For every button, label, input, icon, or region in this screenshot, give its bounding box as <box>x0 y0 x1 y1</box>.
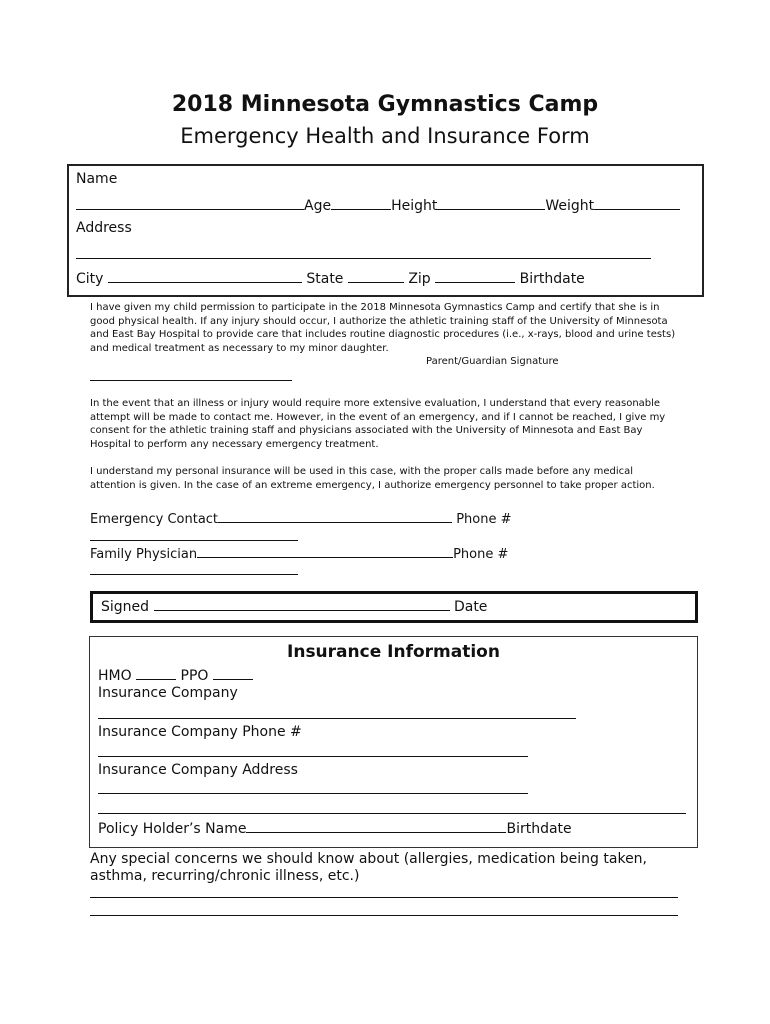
form-title: 2018 Minnesota Gymnastics Camp <box>171 92 599 117</box>
city-state-zip-row <box>76 269 585 287</box>
city-label: City <box>76 271 104 287</box>
signed-field[interactable] <box>154 597 450 611</box>
form-subtitle: Emergency Health and Insurance Form <box>180 124 590 148</box>
height-label: Height <box>391 198 438 214</box>
age-field[interactable] <box>331 196 391 210</box>
consent-paragraph-3: I understand my personal insurance will be used in this case, with the proper calls made before any medical attention is given. In the case of an extreme emergency, I authorize emergency personnel to take proper action. <box>90 466 655 491</box>
state-label: State <box>306 271 344 287</box>
insurance-address-field-2[interactable] <box>98 813 686 814</box>
policy-birthdate-label: Birthdate <box>506 821 572 837</box>
policy-holder-row <box>98 819 572 837</box>
address-label: Address <box>76 220 132 236</box>
emergency-contact-row <box>90 509 511 527</box>
plan-type-row <box>98 666 253 684</box>
emergency-contact-label: Emergency Contact <box>90 512 219 527</box>
physician-phone-label: Phone # <box>453 547 509 562</box>
name-field[interactable] <box>76 196 304 210</box>
physician-phone-field[interactable] <box>90 574 298 575</box>
ppo-label: PPO <box>180 668 209 684</box>
hmo-field[interactable] <box>136 666 176 680</box>
insurance-address-label: Insurance Company Address <box>98 762 298 778</box>
policy-holder-field[interactable] <box>246 819 506 833</box>
ppo-field[interactable] <box>213 666 253 680</box>
physician-row <box>90 544 508 562</box>
height-field[interactable] <box>437 196 545 210</box>
name-label: Name <box>76 171 118 187</box>
insurance-phone-label: Insurance Company Phone # <box>98 724 302 740</box>
insurance-title: Insurance Information <box>287 642 500 662</box>
emergency-phone-label: Phone # <box>456 512 512 527</box>
insurance-phone-field[interactable] <box>98 756 528 757</box>
special-concerns-label: Any special concerns we should know about (allergies, medication being taken, asthma, recurring/chronic illness, etc.) <box>90 851 648 884</box>
hmo-label: HMO <box>98 668 132 684</box>
insurance-company-label: Insurance Company <box>98 685 238 701</box>
zip-label: Zip <box>408 271 431 287</box>
city-field[interactable] <box>108 269 302 283</box>
weight-field[interactable] <box>594 196 680 210</box>
consent-paragraph-2: In the event that an illness or injury would require more extensive evaluation, I understand that every reasonable attempt will be made to contact me. However, in the event of an emergency, and if I cannot be reached, I give my consent for the athletic training staff and physicians associated with the University of Minnesota and East Bay Hospital to perform any necessary emergency treatment. <box>90 398 666 450</box>
age-label: Age <box>304 198 332 214</box>
special-concerns-field-1[interactable] <box>90 897 678 898</box>
policy-holder-label: Policy Holder’s Name <box>98 821 247 837</box>
birthdate-label: Birthdate <box>519 271 585 287</box>
signed-label: Signed <box>101 599 150 615</box>
physician-label: Family Physician <box>90 547 198 562</box>
parent-signature-label: Parent/Guardian Signature <box>426 356 559 367</box>
special-concerns-field-2[interactable] <box>90 915 678 916</box>
address-field[interactable] <box>76 258 651 259</box>
emergency-contact-field[interactable] <box>218 509 452 523</box>
state-field[interactable] <box>348 269 404 283</box>
name-age-height-weight-row <box>76 196 680 214</box>
date-label: Date <box>453 599 488 615</box>
parent-signature-field[interactable] <box>90 380 292 381</box>
physician-field[interactable] <box>197 544 453 558</box>
zip-field[interactable] <box>435 269 515 283</box>
emergency-phone-field[interactable] <box>90 540 298 541</box>
insurance-company-field[interactable] <box>98 718 576 719</box>
signed-row <box>101 597 487 615</box>
consent-paragraph-1: I have given my child permission to participate in the 2018 Minnesota Gymnastics Camp and certify that she is in good physical health. If any injury should occur, I authorize the athletic training staff of the University of Minnesota and East Bay Hospital to provide care that includes routine diagnostic procedures (i.e., x-rays, blood and urine tests) and medical treatment as necessary to my minor daughter. <box>90 302 676 354</box>
weight-label: Weight <box>545 198 595 214</box>
insurance-address-field-1[interactable] <box>98 793 528 794</box>
